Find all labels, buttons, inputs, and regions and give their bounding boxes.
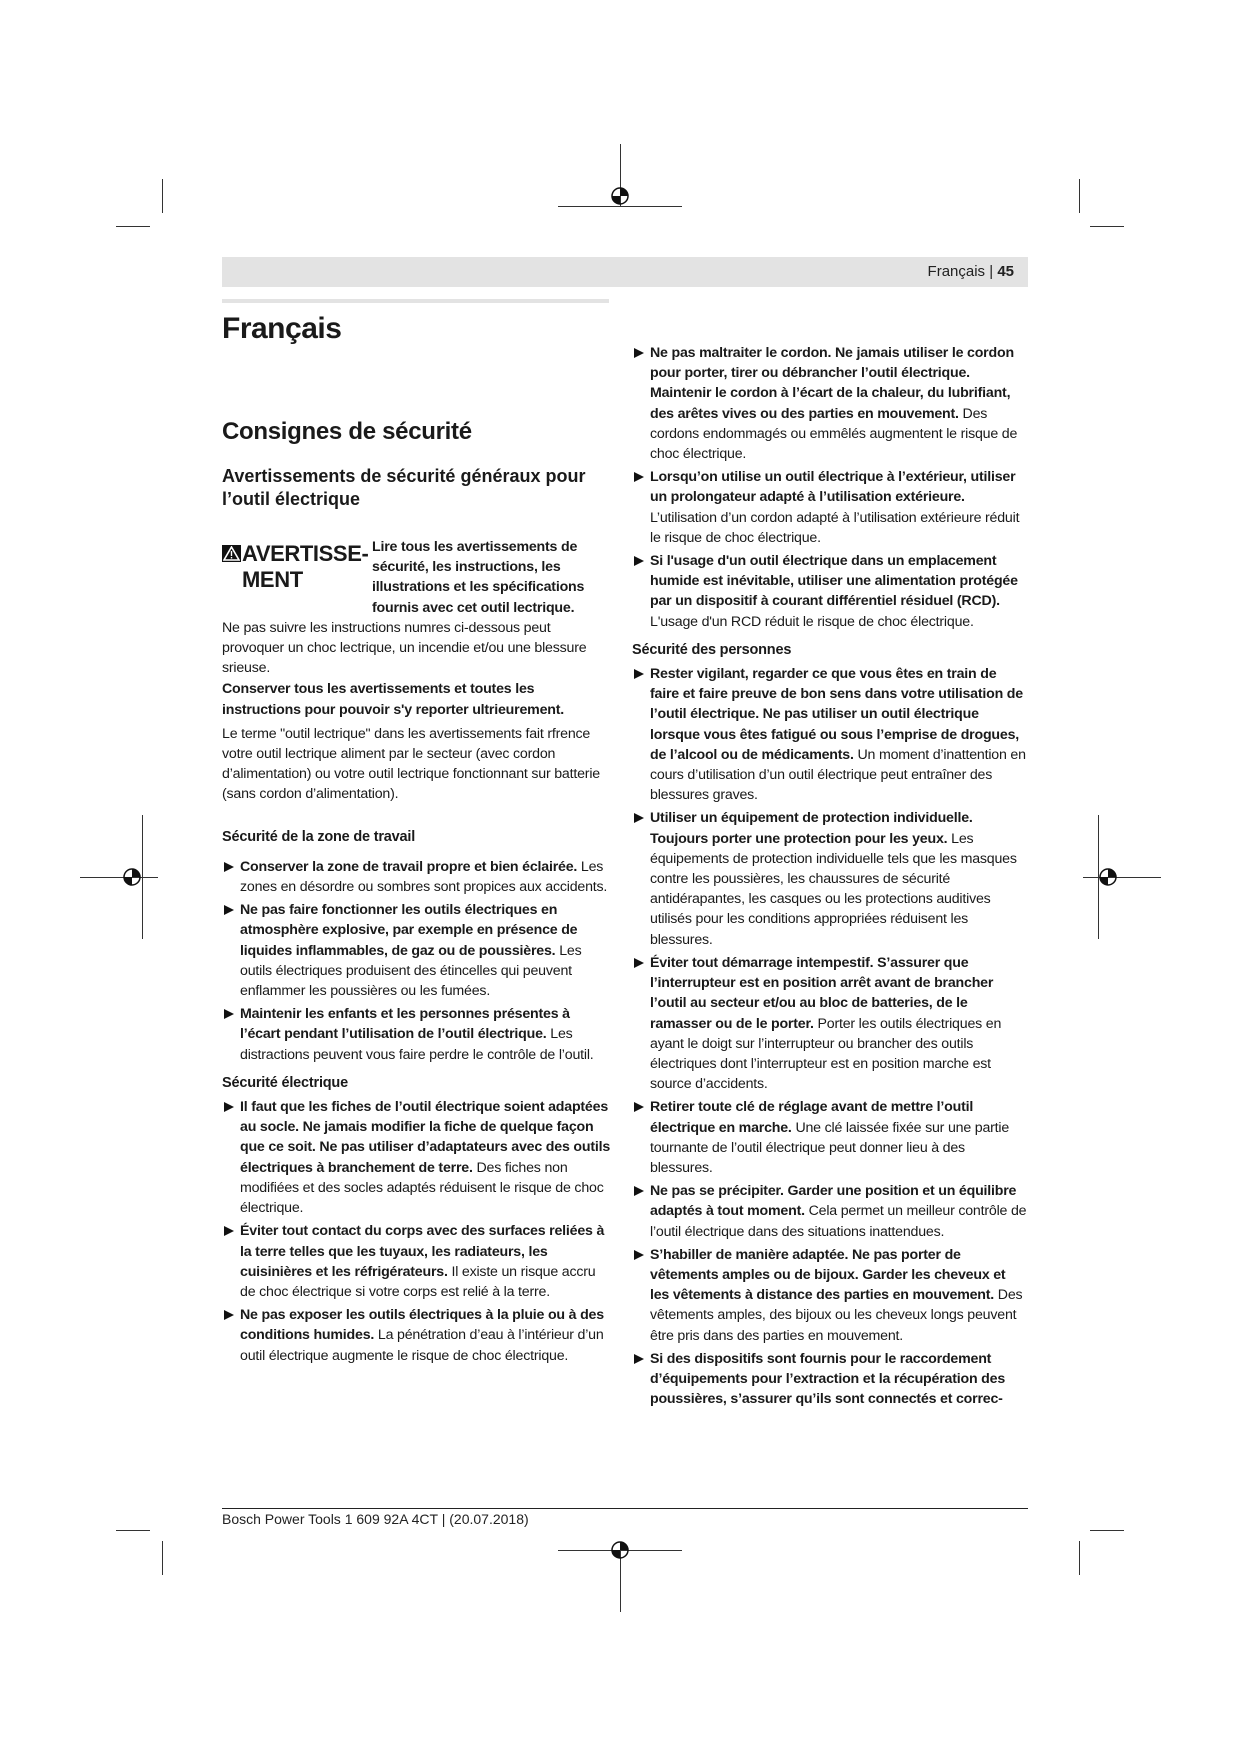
list-item: Éviter tout contact du corps avec des surfaces reliées à la terre telles que les tuyaux, les radiateurs, les cuisinières et les réfrigérateurs. Il existe un risque accru de choc électrique si votre corps est relié à la terre. [222, 1221, 612, 1302]
list-item: Rester vigilant, regarder ce que vous êtes en train de faire et faire preuve de bon sens dans votre utilisation de l’outil électrique. Ne pas utiliser un outil électrique lorsque vous êtes fatigué ou sous l’emprise de drogues, de l’alcool ou de médicaments. Un moment d’inattention en cours d’utilisation d’un outil électrique peut entraîner des blessures graves. [632, 664, 1028, 805]
right-column [632, 343, 1028, 1409]
bullet-triangle-icon [634, 1250, 644, 1260]
warning-lead [372, 537, 612, 618]
bullet-triangle-icon [634, 472, 644, 482]
list-item: Maintenir les enfants et les personnes présentes à l’écart pendant l’utilisation de l’outil électrique. Les distractions peuvent vous faire perdre le contrôle de l’outil. [222, 1004, 612, 1065]
page-number: 45 [997, 263, 1014, 280]
list-item: Retirer toute clé de réglage avant de mettre l’outil électrique en marche. Une clé laissée fixée sur une partie tournante de l’outil électrique peut donner lieu à des blessures. [632, 1097, 1028, 1178]
bullet-triangle-icon [224, 1310, 234, 1320]
bullet-triangle-icon [634, 958, 644, 968]
list-item: Éviter tout démarrage intempestif. S’assurer que l’interrupteur est en position arrêt avant de brancher l’outil au secteur et/ou au bloc de batteries, de le ramasser ou de le porter. Porter les outils électriques en ayant le doigt sur l’interrupteur ou brancher des outils électriques dont l’interrupteur est en position marche est source d’accidents. [632, 953, 1028, 1094]
list-item: Il faut que les fiches de l’outil électrique soient adaptées au socle. Ne jamais modifier la fiche de quelque façon que ce soit. Ne pas utiliser d’adaptateurs avec des outils électriques à branchement de terre. Des fiches non modifiées et des socles adaptés réduisent le risque de choc électrique. [222, 1097, 612, 1218]
bullet-triangle-icon [634, 1186, 644, 1196]
bullet-triangle-icon [634, 1102, 644, 1112]
list-item: S’habiller de manière adaptée. Ne pas porter de vêtements amples ou de bijoux. Garder les cheveux et les vêtements à distance des parties en mouvement. Des vêtements amples, des bijoux ou les cheveux longs peuvent être pris dans des parties en mouvement. [632, 1245, 1028, 1346]
header-language: Français [927, 263, 986, 280]
bullet-triangle-icon [634, 556, 644, 566]
electrical-heading: Sécurité électrique [222, 1074, 348, 1091]
page-header [222, 257, 1028, 287]
registration-mark-icon [1098, 867, 1118, 887]
list-item: Ne pas exposer les outils électriques à la pluie ou à des conditions humides. La pénétration d’eau à l’intérieur d’un outil électrique augmente le risque de choc électrique. [222, 1305, 612, 1366]
left-column [222, 537, 612, 1366]
personal-heading: Sécurité des personnes [632, 641, 792, 658]
bullet-triangle-icon [634, 669, 644, 679]
list-item: Si l'usage d'un outil électrique dans un emplacement humide est inévitable, utiliser une alimentation protégée par un dispositif à courant différentiel résiduel (RCD). L'usage d'un RCD réduit le risque de choc électrique. [632, 551, 1028, 632]
bullet-triangle-icon [224, 862, 234, 872]
keep-instructions: Conserver tous les avertissements et toutes les instructions pour pouvoir s'y reporter ultrieurement. [222, 681, 564, 718]
title-rule [222, 299, 609, 303]
list-item: Ne pas faire fonctionner les outils électriques en atmosphère explosive, par exemple en présence de liquides inflammables, de gaz ou de poussières. Les outils électriques produisent des étincelles qui peuvent enflammer les poussières ou les fumées. [222, 900, 612, 1001]
subsection-title: Avertissements de sécurité généraux pour l’outil électrique [222, 466, 586, 509]
bullet-triangle-icon [224, 905, 234, 915]
registration-mark-icon [122, 867, 142, 887]
bullet-triangle-icon [634, 813, 644, 823]
list-item: Lorsqu’on utilise un outil électrique à l’extérieur, utiliser un prolongateur adapté à l’utilisation extérieure. L’utilisation d’un cordon adapté à l’utilisation extérieure réduit le risque de choc électrique. [632, 467, 1028, 548]
bullet-triangle-icon [224, 1226, 234, 1236]
list-item: Si des dispositifs sont fournis pour le raccordement d’équipements pour l’extraction et la récupération des poussières, s’assurer qu’ils sont connectés et correc- [632, 1349, 1028, 1410]
section-title: Consignes de sécurité [222, 418, 472, 445]
footer-text: Bosch Power Tools 1 609 92A 4CT | (20.07.2018) [222, 1511, 529, 1527]
registration-mark-icon [610, 1540, 630, 1560]
bullet-triangle-icon [224, 1102, 234, 1112]
header-text [928, 263, 1014, 280]
bullet-triangle-icon [224, 1009, 234, 1019]
list-item: Utiliser un équipement de protection individuelle. Toujours porter une protection pour les yeux. Les équipements de protection individuelle tels que les masques contre les poussières, les chaussures de sécurité antidérapantes, les casques ou les protections auditives utilisés pour les conditions appropriées réduisent les blessures. [632, 808, 1028, 949]
header-separator: | [989, 263, 994, 280]
term-definition: Le terme "outil lectrique" dans les avertissements fait rfrence votre outil lectrique aliment par le secteur (avec cordon d’alimentation) ou votre outil lectrique fonctionnant sur batterie (sans cordon d’alimentation). [222, 725, 600, 803]
warning-lead-bold: Lire tous les avertissements de sécurité, les instructions, les illustrations et les spécifications fournis avec cet outil lectrique. [372, 539, 585, 616]
warning-lead-text: Ne pas suivre les instructions numres ci-dessous peut provoquer un choc lectrique, un incendie et/ou une blessure srieuse. [222, 619, 587, 677]
footer-rule [222, 1508, 1028, 1509]
registration-mark-icon [610, 186, 630, 206]
warning-label-text: AVERTISSE-MENT [242, 541, 369, 592]
list-item: Ne pas se précipiter. Garder une position et un équilibre adaptés à tout moment. Cela permet un meilleur contrôle de l’outil électrique dans des situations inattendues. [632, 1181, 1028, 1242]
electrical-list [222, 1097, 612, 1366]
personal-list [632, 664, 1028, 1409]
bullet-triangle-icon [634, 348, 644, 358]
page-title: Français [222, 312, 342, 345]
bullet-triangle-icon [634, 1354, 644, 1364]
list-item: Ne pas maltraiter le cordon. Ne jamais utiliser le cordon pour porter, tirer ou débrancher l’outil électrique. Maintenir le cordon à l’écart de la chaleur, du lubrifiant, des arêtes vives ou des parties en mouvement. Des cordons endommagés ou emmêlés augmentent le risque de choc électrique. [632, 343, 1028, 464]
list-item: Conserver la zone de travail propre et bien éclairée. Les zones en désordre ou sombres sont propices aux accidents. [222, 857, 612, 897]
work-area-heading: Sécurité de la zone de travail [222, 828, 416, 845]
work-area-list [222, 857, 612, 1065]
